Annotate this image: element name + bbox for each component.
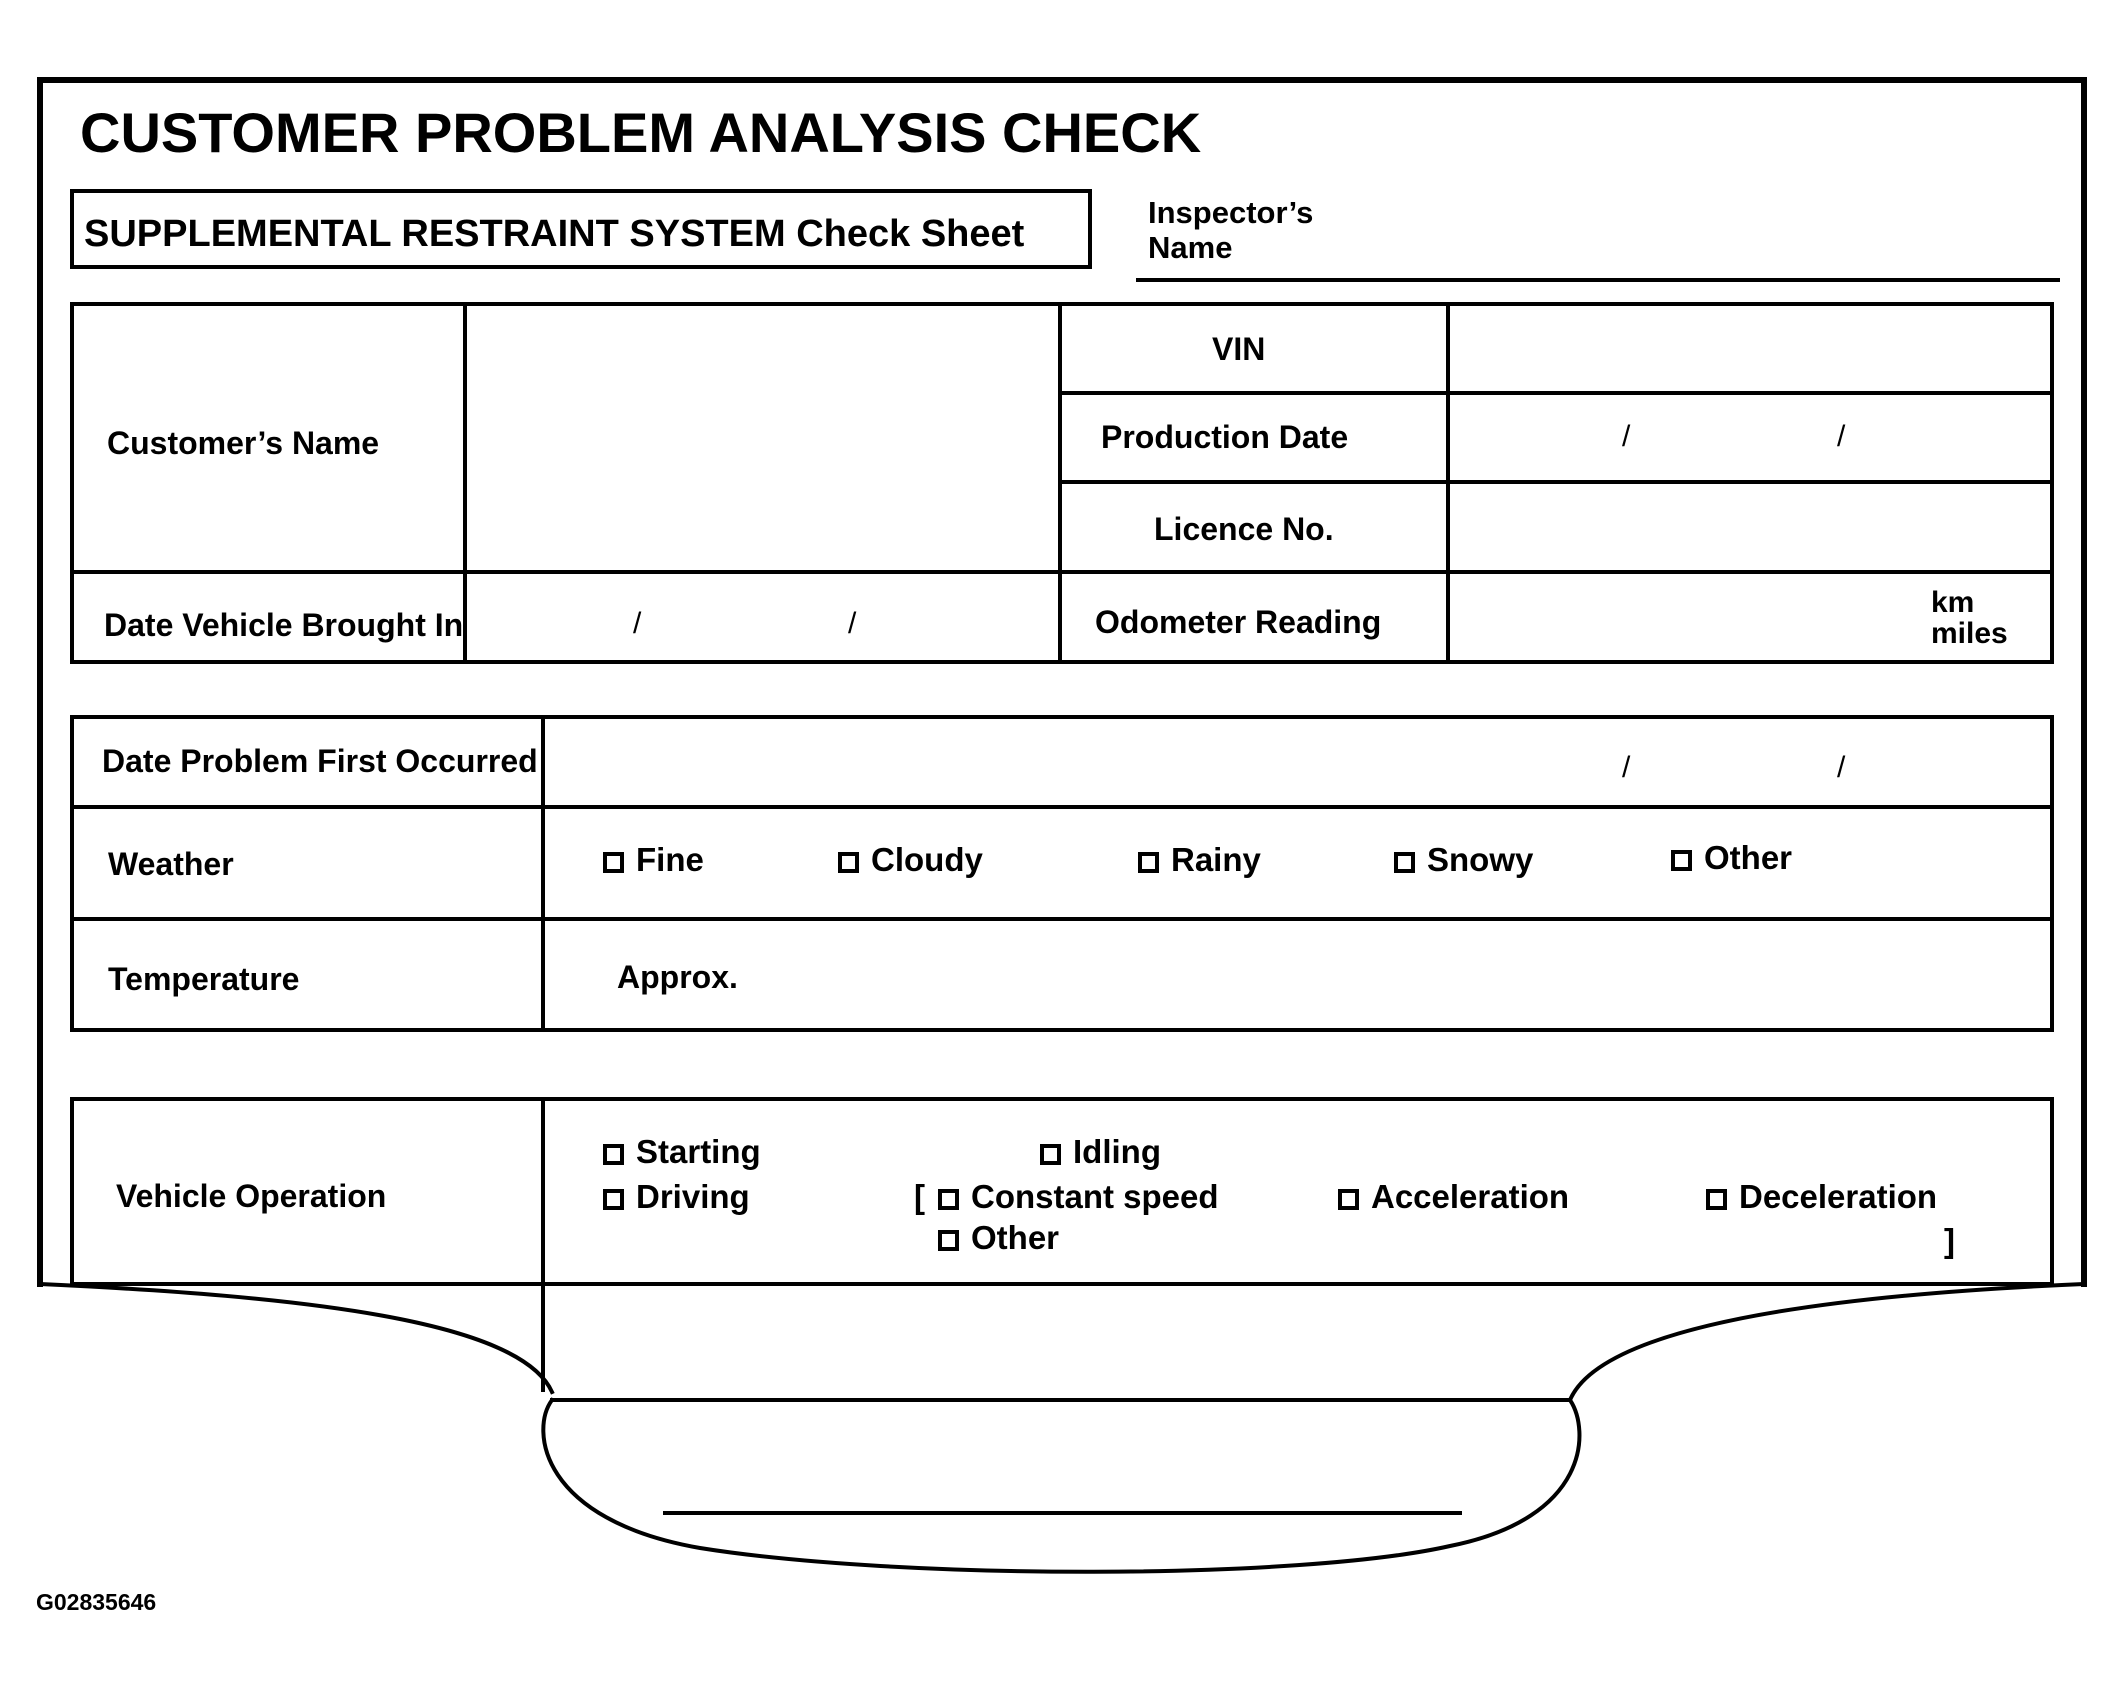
production-date-label: Production Date xyxy=(1101,419,1349,455)
checkbox[interactable] xyxy=(1671,850,1692,871)
odometer-label: Odometer Reading xyxy=(1095,604,1382,640)
checkbox[interactable] xyxy=(603,1189,624,1210)
inspector-name-label-line1: Inspector’s xyxy=(1148,195,1314,230)
operation-option-starting[interactable] xyxy=(603,1135,761,1168)
production-date-field[interactable] xyxy=(1451,396,2049,480)
driving-bracket-close: ] xyxy=(1944,1222,1955,1259)
weather-option-other[interactable] xyxy=(1671,841,1792,874)
odometer-unit-km: km xyxy=(1931,586,1975,619)
checkbox[interactable] xyxy=(603,1144,624,1165)
date-brought-in-separator: / xyxy=(633,607,642,640)
checkbox[interactable] xyxy=(1338,1189,1359,1210)
checkbox[interactable] xyxy=(938,1189,959,1210)
checkbox[interactable] xyxy=(1706,1189,1727,1210)
customer-name-field[interactable] xyxy=(468,307,1058,570)
inspector-name-label-line2: Name xyxy=(1148,230,1233,265)
operation-option-idling[interactable] xyxy=(1040,1135,1161,1168)
production-date-separator: / xyxy=(1837,420,1846,453)
odometer-field[interactable] xyxy=(1451,575,1931,660)
option-label: Deceleration xyxy=(1739,1178,1938,1215)
weather-option-rainy[interactable] xyxy=(1138,843,1261,876)
option-label: Snowy xyxy=(1427,841,1534,878)
date-brought-in-separator: / xyxy=(848,607,857,640)
checkbox[interactable] xyxy=(838,852,859,873)
option-label: Other xyxy=(1704,839,1793,876)
option-label: Starting xyxy=(636,1133,761,1170)
check-sheet-subtitle: SUPPLEMENTAL RESTRAINT SYSTEM Check Sheet xyxy=(84,213,1025,255)
date-first-occurred-separator: / xyxy=(1837,751,1846,784)
operation-option-acceleration[interactable] xyxy=(1338,1180,1569,1213)
licence-no-label: Licence No. xyxy=(1154,511,1334,547)
weather-label: Weather xyxy=(108,846,234,882)
operation-option-constant-speed[interactable] xyxy=(938,1180,1219,1213)
operation-option-driving[interactable] xyxy=(603,1180,750,1213)
weather-option-fine[interactable] xyxy=(603,843,704,876)
checkbox[interactable] xyxy=(603,852,624,873)
checkbox[interactable] xyxy=(1040,1144,1061,1165)
option-label: Driving xyxy=(636,1178,750,1215)
odometer-unit-miles: miles xyxy=(1931,617,2008,650)
option-label: Rainy xyxy=(1171,841,1261,878)
customer-name-label: Customer’s Name xyxy=(107,425,380,461)
vin-label: VIN xyxy=(1212,331,1266,367)
option-label: Constant speed xyxy=(971,1178,1219,1215)
vehicle-operation-label: Vehicle Operation xyxy=(116,1178,387,1214)
option-label: Acceleration xyxy=(1371,1178,1570,1215)
date-first-occurred-label: Date Problem First Occurred xyxy=(102,743,538,779)
temperature-approx: Approx. xyxy=(617,959,738,995)
inspector-name-field[interactable] xyxy=(1320,200,2050,276)
checkbox[interactable] xyxy=(1394,852,1415,873)
operation-option-deceleration[interactable] xyxy=(1706,1180,1937,1213)
production-date-separator: / xyxy=(1622,420,1631,453)
driving-bracket-open: [ xyxy=(914,1178,925,1215)
licence-no-field[interactable] xyxy=(1451,485,2049,570)
vin-field[interactable] xyxy=(1451,307,2049,391)
figure-id: G02835646 xyxy=(36,1589,157,1615)
option-label: Idling xyxy=(1073,1133,1161,1170)
checkbox[interactable] xyxy=(938,1230,959,1251)
option-label: Cloudy xyxy=(871,841,983,878)
checkbox[interactable] xyxy=(1138,852,1159,873)
weather-option-snowy[interactable] xyxy=(1394,843,1533,876)
operation-option-other[interactable] xyxy=(938,1221,1059,1254)
date-first-occurred-field[interactable] xyxy=(546,720,2049,805)
temperature-field[interactable] xyxy=(760,922,2049,1017)
date-brought-in-field[interactable] xyxy=(468,575,1058,660)
date-first-occurred-separator: / xyxy=(1622,751,1631,784)
weather-option-cloudy[interactable] xyxy=(838,843,983,876)
date-brought-in-label: Date Vehicle Brought In xyxy=(104,607,464,643)
page-title: CUSTOMER PROBLEM ANALYSIS CHECK xyxy=(80,101,1202,164)
option-label: Other xyxy=(971,1219,1060,1256)
option-label: Fine xyxy=(636,841,704,878)
temperature-label: Temperature xyxy=(108,961,300,997)
